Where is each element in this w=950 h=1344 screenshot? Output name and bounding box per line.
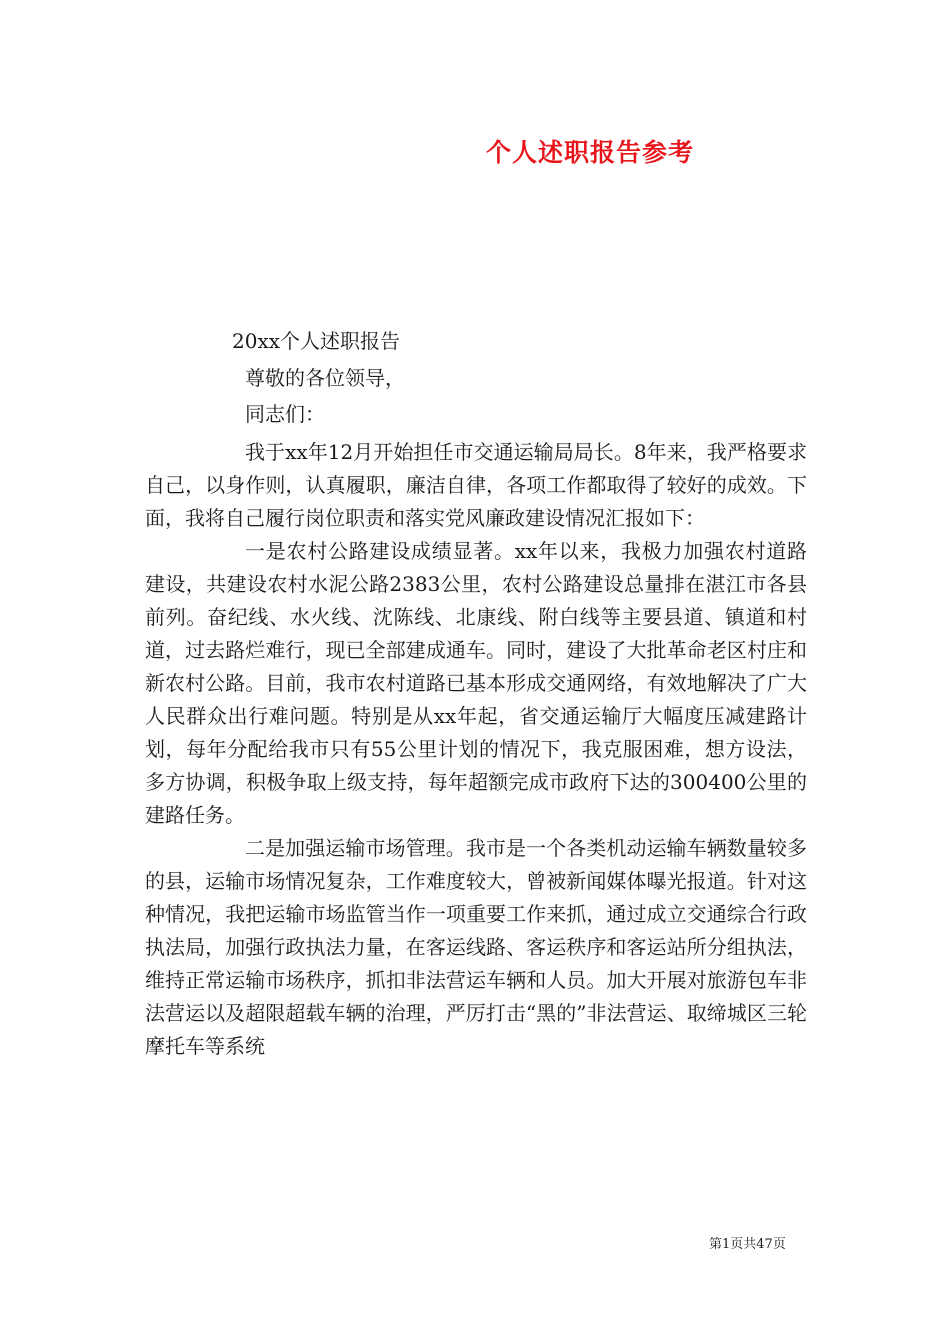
paragraph-rural-roads: 一是农村公路建设成绩显著。xx年以来，我极力加强农村道路建设，共建设农村水泥公路2383公里，农村公路建设总量排在湛江市各县前列。奋纪线、水火线、沈陈线、北康线、附白线等主要县道、镇道和村道，过去路烂难行，现已全部建成通车。同时，建设了大批革命老区村庄和新农村公路。目前，我市农村道路已基本形成交通网络，有效地解决了广大人民群众出行难问题。特别是从xx年起，省交通运输厅大幅度压减建路计划，每年分配给我市只有55公里计划的情况下，我克服困难，想方设法，多方协调，积极争取上级支持，每年超额完成市政府下达的300400公里的建路任务。 — [145, 539, 807, 827]
salutation-comrades: 同志们： — [245, 402, 325, 426]
paragraph-transport-market: 二是加强运输市场管理。我市是一个各类机动运输车辆数量较多的县，运输市场情况复杂，工作难度较大，曾被新闻媒体曝光报道。针对这种情况，我把运输市场监管当作一项重要工作来抓，通过成立交通综合行政执法局，加强行政执法力量，在客运线路、客运秩序和客运站所分组执法，维持正常运输市场秩序，抓扣非法营运车辆和人员。加大开展对旅游包车非法营运以及超限超载车辆的治理，严厉打击“黑的”非法营运、取缔城区三轮摩托车等系统 — [145, 836, 807, 1058]
paragraph-intro: 我于xx年12月开始担任市交通运输局局长。8年来，我严格要求自己，以身作则，认真履职，廉洁自律，各项工作都取得了较好的成效。下面，我将自己履行岗位职责和落实党风廉政建设情况汇报如下： — [145, 440, 807, 530]
salutation-leaders: 尊敬的各位领导， — [245, 366, 405, 390]
page-number: 第1页共47页 — [709, 1237, 786, 1252]
report-body — [145, 436, 807, 1063]
document-title: 个人述职报告参考 — [485, 138, 694, 167]
report-subtitle: 20xx个人述职报告 — [232, 329, 401, 353]
